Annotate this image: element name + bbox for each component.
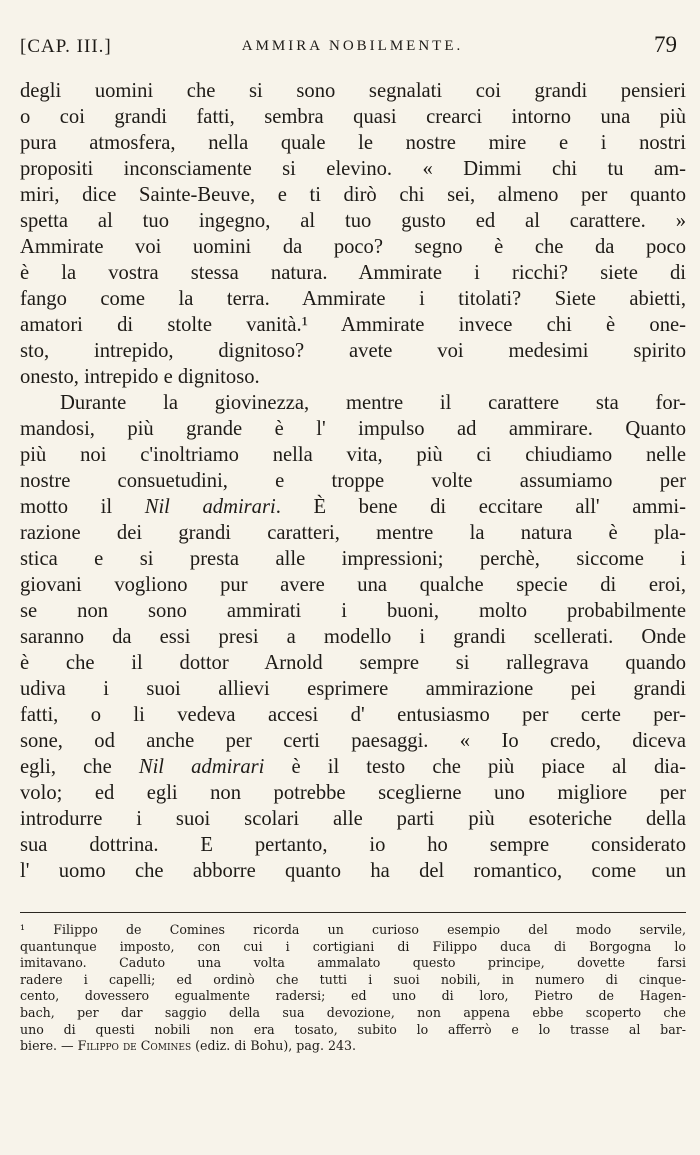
text-line: sto, intrepido, dignitoso? avete voi medesimi spirito [20,340,686,362]
text-line: è la vostra stessa natura. Ammirate i ricchi? siete di [20,262,686,284]
text-line: spetta al tuo ingegno, al tuo gusto ed al carattere. » [20,210,686,232]
text-line: amatori di stolte vanità.¹ Ammirate invece chi è one- [20,314,686,336]
text-line: razione dei grandi caratteri, mentre la natura è pla- [20,522,686,544]
text-line: Ammirate voi uomini da poco? segno è che da poco [20,236,686,258]
text-line: onesto, intrepido e dignitoso. [20,366,260,388]
text-line: fango come la terra. Ammirate i titolati? Siete abietti, [20,288,686,310]
footnote-line: biere. — Filippo de Comines (ediz. di Bohu), pag. 243. [20,1038,356,1054]
text-line: giovani vogliono pur avere una qualche specie di eroi, [20,574,686,596]
footnote-line: radere i capelli; ed ordinò che tutti i suoi nobili, in numero di cinque- [20,971,686,987]
text-line: egli, che Nil admirari è il testo che più piace al dia- [20,756,686,778]
text-line: o coi grandi fatti, sembra quasi crearci intorno una più [20,106,686,128]
text-line: più noi c'inoltriamo nella vita, più ci chiudiamo nelle [20,444,686,466]
text-line: udiva i suoi allievi esprimere ammirazione pei grandi [20,678,686,700]
footnote-line: uno di questi nobili non era tosato, subito lo afferrò e lo trasse al bar- [20,1021,686,1037]
text-line: sone, od anche per certi paesaggi. « Io credo, diceva [20,730,686,752]
text-line: se non sono ammirati i buoni, molto probabilmente [20,600,686,622]
running-header [20,32,685,66]
book-page [20,0,685,1155]
text-line: propositi inconsciamente si elevino. « Dimmi chi tu am- [20,158,686,180]
text-line: pura atmosfera, nella quale le nostre mire e i nostri [20,132,686,154]
text-line: degli uomini che si sono segnalati coi grandi pensieri [20,80,686,102]
text-line: saranno da essi presi a modello i grandi scellerati. Onde [20,626,686,648]
running-title: AMMIRA NOBILMENTE. [241,38,464,54]
main-text [20,78,686,884]
text-line: introdurre i suoi scolari alle parti più esoteriche della [20,808,686,830]
text-line: stica e si presta alle impressioni; perchè, siccome i [20,548,686,570]
text-line: mandosi, più grande è l' impulso ad ammirare. Quanto [20,418,686,440]
text-line: miri, dice Sainte-Beuve, e ti dirò chi sei, almeno per quanto [20,184,686,206]
chapter-label: [CAP. III.] [20,36,112,57]
footnote-line: bach, per dar saggio della sua devozione, non appena ebbe scoperto che [20,1004,686,1020]
text-line: nostre consuetudini, e troppe volte assumiamo per [20,470,686,492]
text-line: volo; ed egli non potrebbe sceglierne uno migliore per [20,782,686,804]
footnote-divider [20,912,686,913]
footnote-line: cento, dovessero egualmente radersi; ed uno di loro, Pietro de Hagen- [20,988,686,1004]
footnote-line: imitavano. Caduto una volta ammalato questo principe, dovette farsi [20,955,686,971]
page-number: 79 [654,32,677,57]
text-line: è che il dottor Arnold sempre si rallegrava quando [20,652,686,674]
text-line: sua dottrina. E pertanto, io ho sempre considerato [20,834,686,856]
text-line: motto il Nil admirari. È bene di eccitare all' ammi- [20,496,686,518]
text-line: Durante la giovinezza, mentre il carattere sta for- [60,392,686,414]
footnote-line: ¹ Filippo de Comines ricorda un curioso esempio del modo servile, [20,922,686,937]
footnote [20,922,686,1055]
text-line: fatti, o li vedeva accesi d' entusiasmo per certe per- [20,704,686,726]
text-line: l' uomo che abborre quanto ha del romantico, come un [20,860,686,882]
footnote-line: quantunque imposto, con cui i cortigiani di Filippo duca di Borgogna lo [20,938,686,954]
